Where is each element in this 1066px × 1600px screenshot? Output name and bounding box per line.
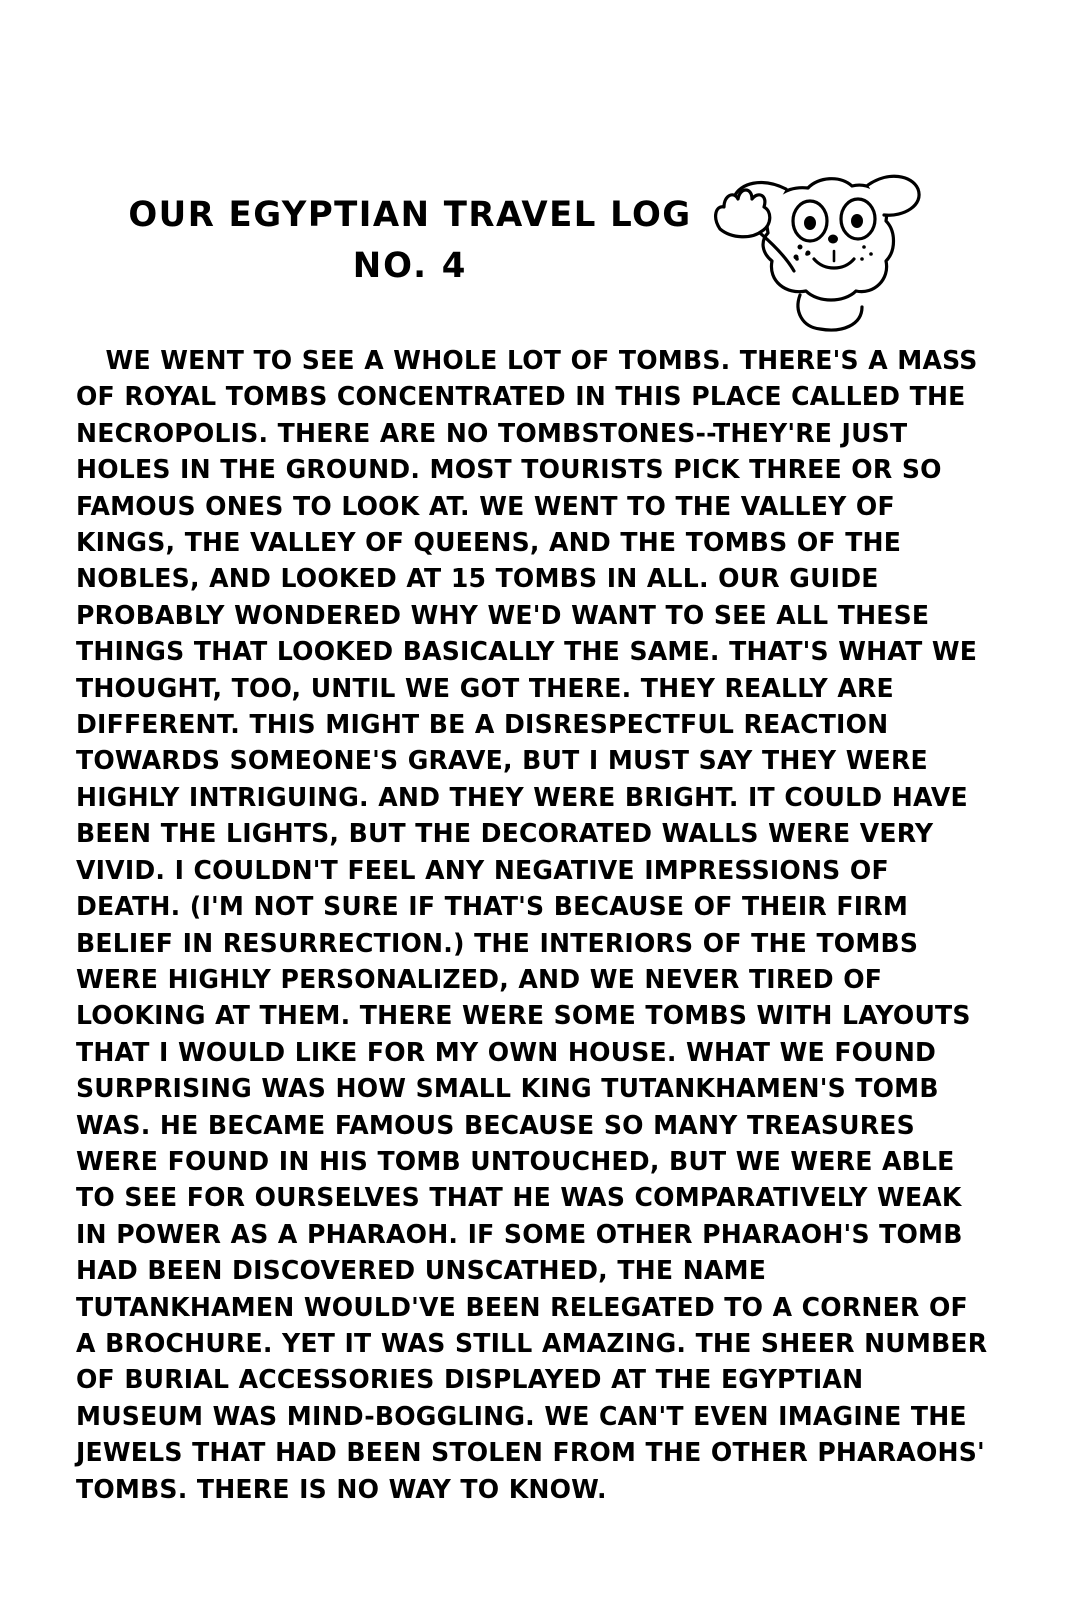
title-line-1: OUR EGYPTIAN TRAVEL LOG [128,195,692,235]
body-paragraph: WE WENT TO SEE A WHOLE LOT OF TOMBS. THERE'S A MASS OF ROYAL TOMBS CONCENTRATED IN THIS PLACE CALLED THE NECROPOLIS. THERE ARE NO TOMBSTONES--THEY'RE JUST HOLES IN THE GROUND. MOST TOURISTS PICK THREE OR SO FAMOUS ONES TO LOOK AT. WE WENT TO THE VALLEY OF KINGS, THE VALLEY OF QUEENS, AND THE TOMBS OF THE NOBLES, AND LOOKED AT 15 TOMBS IN ALL. OUR GUIDE PROBABLY WONDERED WHY WE'D WANT TO SEE ALL THESE THINGS THAT LOOKED BASICALLY THE SAME. THAT'S WHAT WE THOUGHT, TOO, UNTIL WE GOT THERE. THEY REALLY ARE DIFFERENT. THIS MIGHT BE A DISRESPECTFUL REACTION TOWARDS SOMEONE'S GRAVE, BUT I MUST SAY THEY WERE HIGHLY INTRIGUING. AND THEY WERE BRIGHT. IT COULD HAVE BEEN THE LIGHTS, BUT THE DECORATED WALLS WERE VERY VIVID. I COULDN'T FEEL ANY NEGATIVE IMPRESSIONS OF DEATH. (I'M NOT SURE IF THAT'S BECAUSE OF THEIR FIRM BELIEF IN RESURRECTION.) THE INTERIORS OF THE TOMBS WERE HIGHLY PERSONALIZED, AND WE NEVER TIRED OF LOOKING AT THEM. THERE WERE SOME TOMBS WITH LAYOUTS THAT I WOULD LIKE FOR MY OWN HOUSE. WHAT WE FOUND SURPRISING WAS HOW SMALL KING TUTANKHAMEN'S TOMB WAS. HE BECAME FAMOUS BECAUSE SO MANY TREASURES WERE FOUND IN HIS TOMB UNTOUCHED, BUT WE WERE ABLE TO SEE FOR OURSELVES THAT HE WAS COMPARATIVELY WEAK IN POWER AS A PHARAOH. IF SOME OTHER PHARAOH'S TOMB HAD BEEN DISCOVERED UNSCATHED, THE NAME TUTANKHAMEN WOULD'VE BEEN RELEGATED TO A CORNER OF A BROCHURE. YET IT WAS STILL AMAZING. THE SHEER NUMBER OF BURIAL ACCESSORIES DISPLAYED AT THE EGYPTIAN MUSEUM WAS MIND-BOGGLING. WE CAN'T EVEN IMAGINE THE JEWELS THAT HAD BEEN STOLEN FROM THE OTHER PHARAOHS' TOMBS. THERE IS NO WAY TO KNOW. [76,346,988,1505]
title-line-2: NO. 4 [352,245,468,286]
travel-log-body [76,343,1006,1508]
page-title [100,190,720,292]
waving-dog-character-illustration [690,155,940,335]
